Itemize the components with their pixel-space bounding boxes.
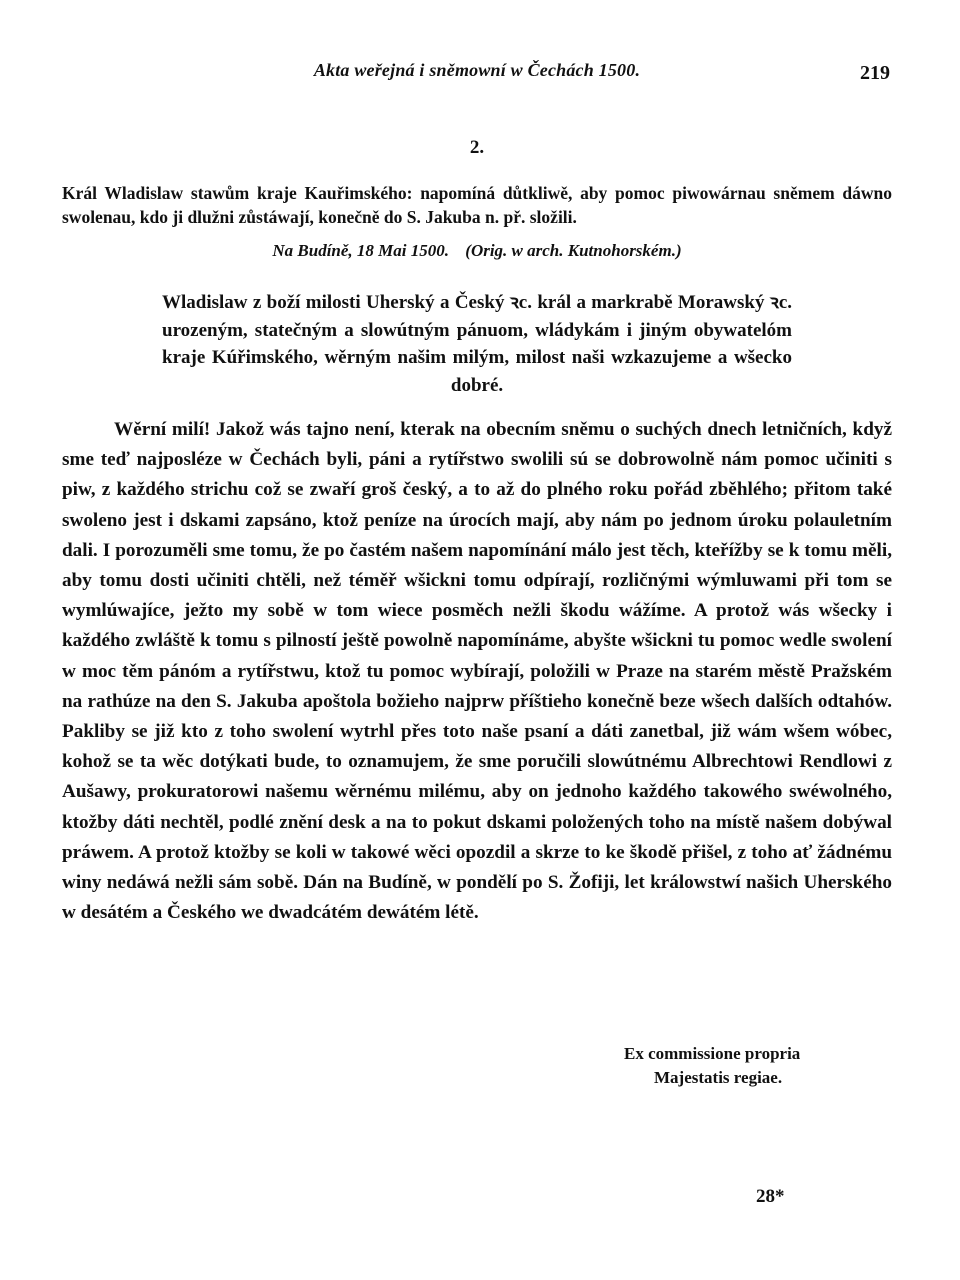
body-paragraph: Wěrní milí! Jakož wás tajno není, kterak na obecním sněmu o suchých dnech letničních, když sme teď najposléze w Čechách byli, páni a rytířstwo swolili sú se dobrowolně nám pomoc učiniti s piw, z každého strichu což se zwaří groš český, a to až do plného roku pořád zběhlého; přitom také swoleno jest i dskami zapsáno, ktož peníze na úrocích mají, aby nám po jednom úroku polauletním dali. I porozuměli sme tomu, že po častém našem napomínání málo jest těch, kteřížby se k tomu měli, aby tomu dosti učiniti chtěli, než téměř wšickni tomu odpírají, rozličnými wýmluwami při tom se wymlúwajíce, ježto my sobě w tom wiece posměch nežli škodu wážíme. A protož wás wšecky i každého zwláště k tomu s pilností ještě powolně napomínáme, abyšte wšickni tu pomoc wedle swolení w moc těm pánóm a rytířstwu, ktož tu pomoc wybírají, položili w Praze na starém městě Pražském na rathúze na den S. Jakuba apoštola božieho najprw příštieho konečně beze wšech dalších odtahów. Pakliby se již kto z toho swolení wytrhl přes toto naše psaní a dáti zanetbal, již wám wšem wóbec, kohož se ta wěc dotýkati bude, to oznamujem, že sme poručili slowútnému Albrechtowi Rendlowi z Aušawy, prokuratorowi našemu wěrnému milému, aby on jednoho každého takowého swéwolného, ktožby dáti nechtěl, podlé znění desk a na to pokut dskami položených toho na místě našem dobýwal práwem. A protož ktožby se koli w takowé wěci opozdil a skrze to ke škodě přišel, z toho ať žádnému winy nedáwá nežli sám sobě. Dán na Budíně, w pondělí po S. Žofiji, let králowstwí našich Uherského w desátém a Českého we dwadcátém dewátém létě. (62, 419, 892, 924)
running-title: Akta weřejná i sněmowní w Čechách 1500. (313, 60, 641, 80)
dateline-place: Na Budíně, 18 Mai 1500. (272, 241, 450, 260)
dateline-source: (Orig. w arch. Kutnohorském.) (465, 241, 682, 260)
dateline (62, 241, 892, 261)
running-header (62, 60, 892, 86)
closing-formula (624, 1042, 854, 1090)
signature-mark: 28* (756, 1186, 785, 1207)
document-page (62, 0, 892, 1280)
document-number: 2. (469, 137, 485, 158)
page-number: 219 (860, 62, 890, 84)
closing-line-1: Ex commissione propria (624, 1044, 801, 1063)
salutation-paragraph: Wladislaw z boží milosti Uherský a Český ꝛc. král a markrabě Morawský ꝛc. urozeným, statečným a slowútným pánuom, wládykám i jiným obywatelóm kraje Kúřimského, wěrným našim milým, milost naši wzkazujeme a wšecko dobré. (162, 292, 792, 396)
document-regest: Král Wladislaw stawům kraje Kauřimského: napomíná důtkliwě, aby pomoc piwowárnau sněmem dáwno swolenau, kdo ji dlužni zůstáwají, konečně do S. Jakuba n. př. složili. (62, 183, 892, 227)
closing-line-2: Majestatis regiae. (654, 1068, 783, 1087)
